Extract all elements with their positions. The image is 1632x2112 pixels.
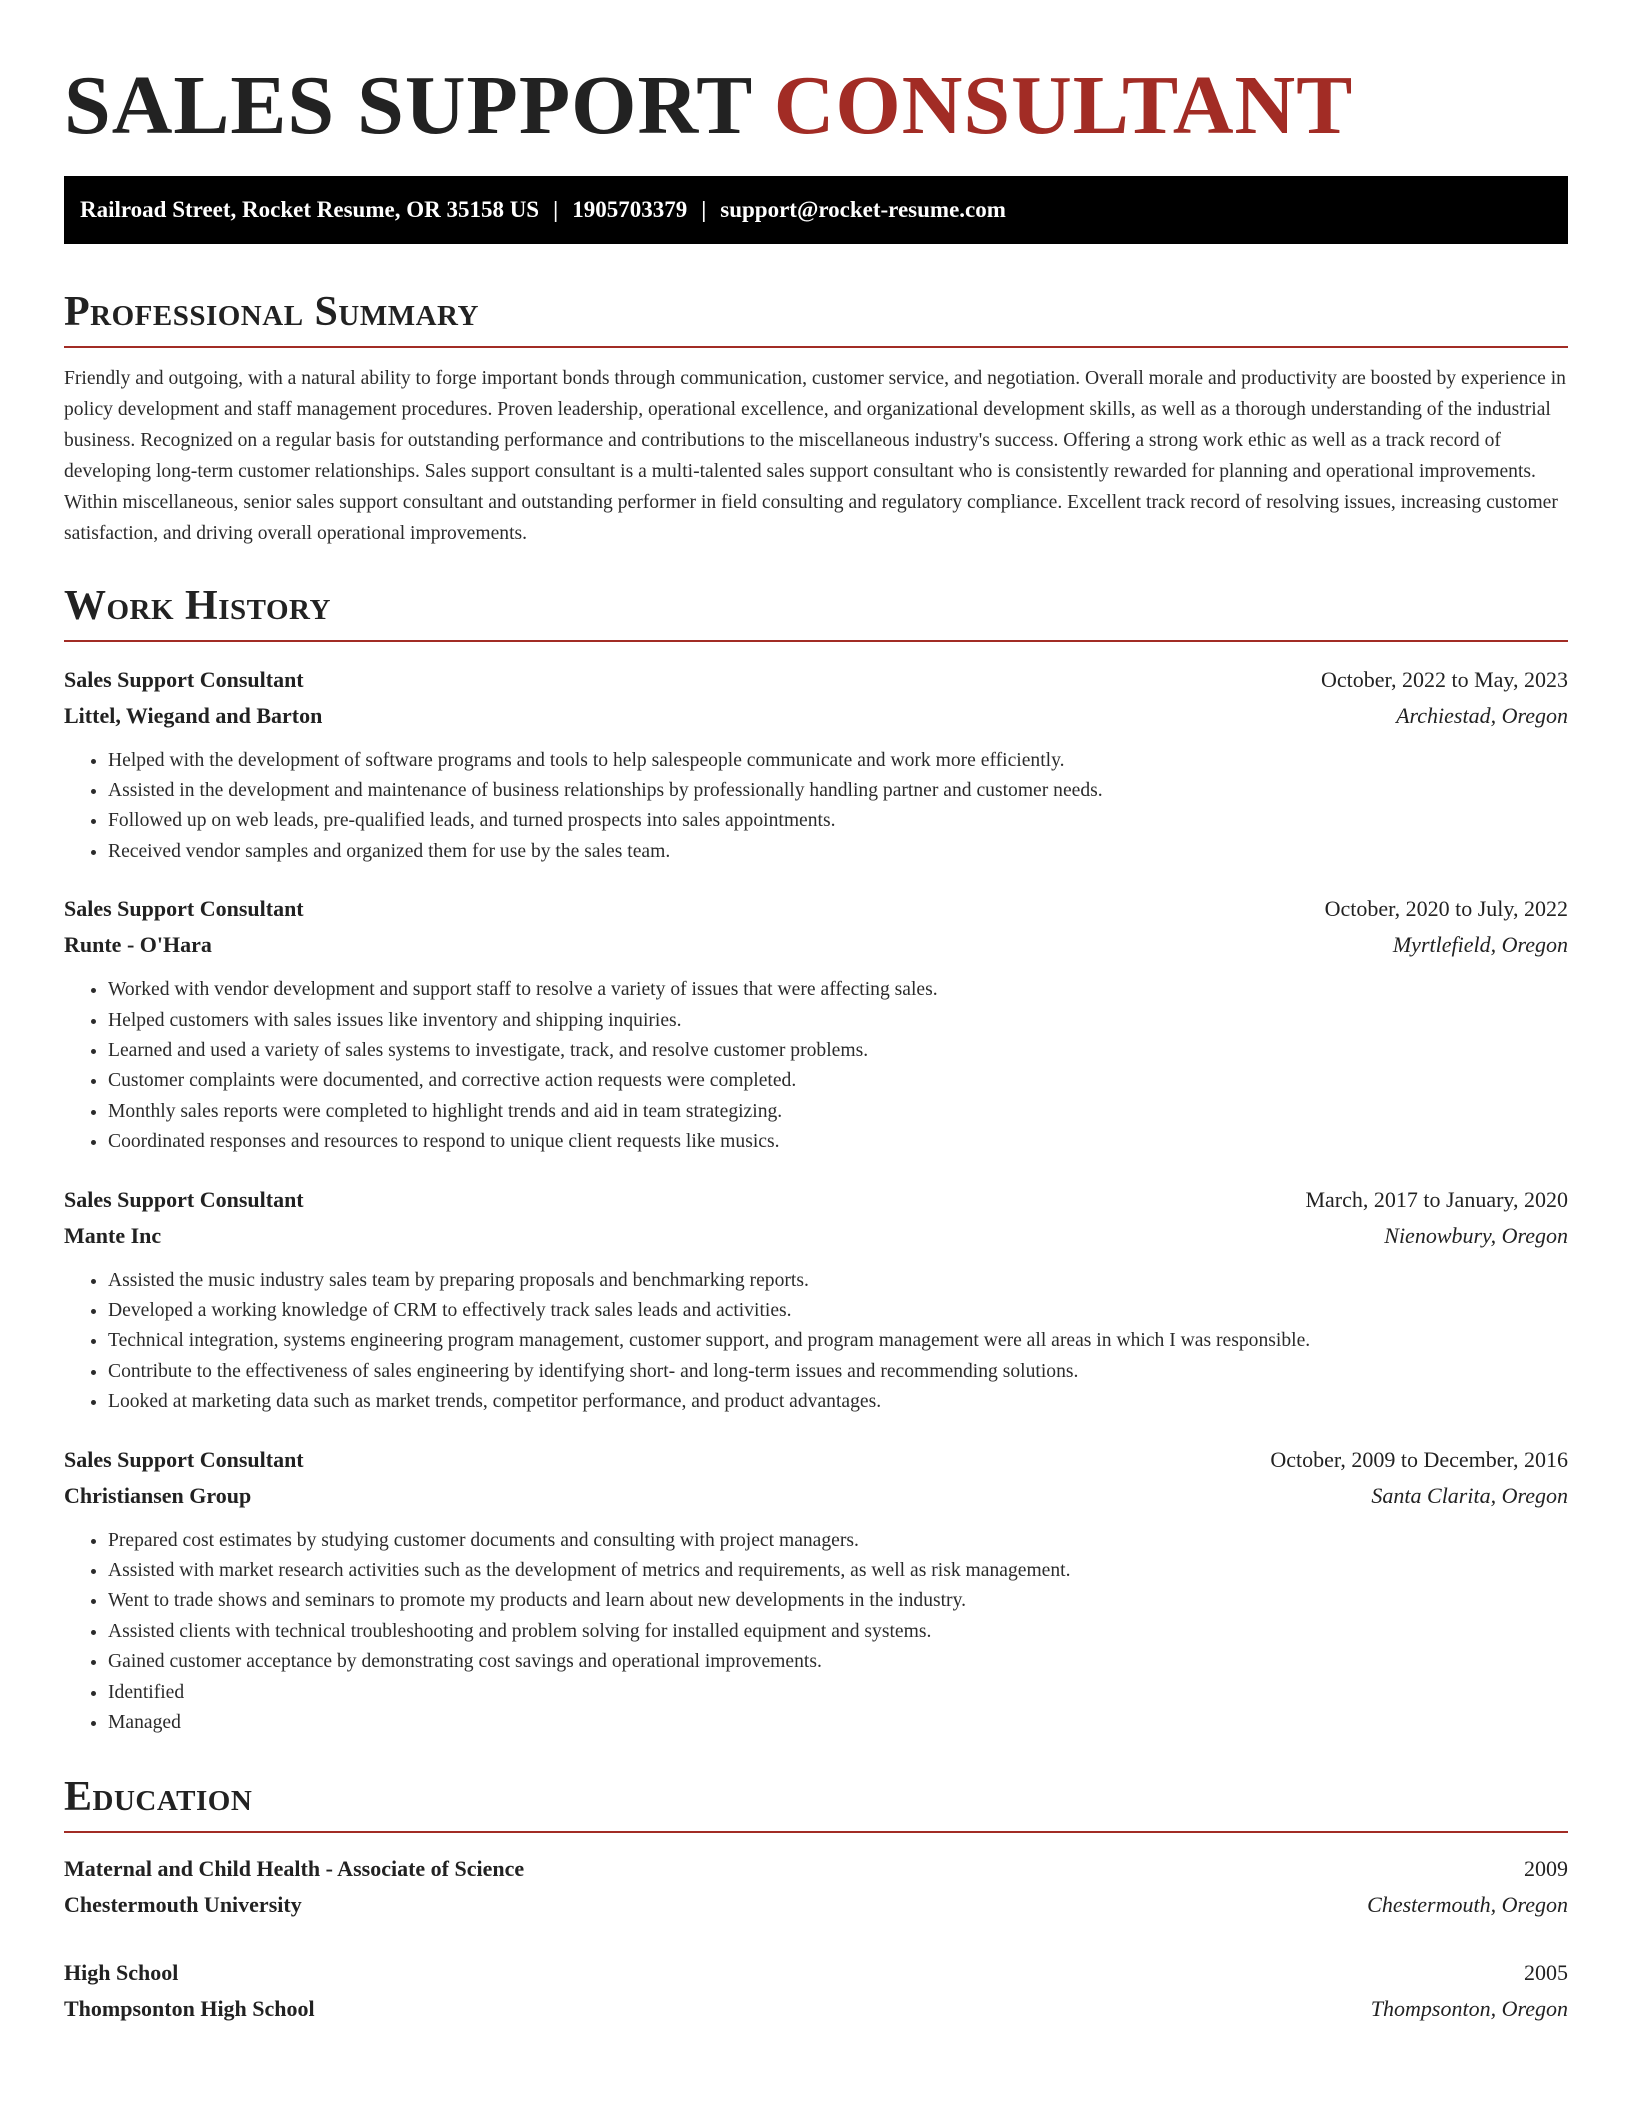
job-dates: October, 2009 to December, 2016 — [1270, 1446, 1568, 1472]
job-duty-item: • Managed — [108, 1708, 1568, 1738]
job-company: Runte - O'Hara — [64, 932, 212, 958]
resume-name — [64, 0, 1568, 156]
job-duties-list — [64, 1266, 1568, 1418]
work-history-heading: Work History — [64, 582, 331, 629]
job-entry — [64, 891, 1568, 1157]
job-company: Mante Inc — [64, 1222, 162, 1248]
job-title: Sales Support Consultant — [64, 896, 304, 922]
section-divider — [64, 640, 1568, 642]
section-divider — [64, 346, 1568, 348]
job-employer-row — [64, 1218, 1568, 1254]
job-duty-item: • Technical integration, systems engineering program management, customer support, and program management were all areas in which I was responsible. — [108, 1326, 1568, 1356]
job-duty-item: • Assisted clients with technical troubleshooting and problem solving for installed equipment and systems. — [108, 1617, 1568, 1647]
job-employer-row — [64, 927, 1568, 963]
contact-phone: 1905703379 — [572, 197, 688, 222]
education-school-row — [64, 1887, 1568, 1923]
job-employer-row — [64, 698, 1568, 734]
education-year: 2009 — [1524, 1855, 1568, 1881]
job-header-row — [64, 1442, 1568, 1478]
education-entry — [64, 1955, 1568, 2027]
education-year: 2005 — [1524, 1959, 1568, 1985]
job-duty-item: • Looked at marketing data such as market trends, competitor performance, and product advantages. — [108, 1387, 1568, 1417]
job-duty-item: • Prepared cost estimates by studying customer documents and consulting with project managers. — [108, 1526, 1568, 1556]
job-duty-item: • Developed a working knowledge of CRM to effectively track sales leads and activities. — [108, 1296, 1568, 1326]
job-duty-item: • Helped with the development of software programs and tools to help salespeople communicate and work more efficiently. — [108, 746, 1568, 776]
professional-summary-heading: Professional Summary — [64, 289, 479, 335]
job-duty-item: • Monthly sales reports were completed to highlight trends and aid in team strategizing. — [108, 1097, 1568, 1127]
job-dates: October, 2020 to July, 2022 — [1324, 896, 1568, 922]
job-entry — [64, 1182, 1568, 1418]
job-duties-list — [64, 1526, 1568, 1739]
job-duties-list — [64, 746, 1568, 868]
education-heading: Education — [64, 1773, 253, 1820]
education-degree: High School — [64, 1959, 179, 1985]
job-duty-item: • Coordinated responses and resources to respond to unique client requests like musics. — [108, 1127, 1568, 1157]
education-entry — [64, 1851, 1568, 1923]
job-title: Sales Support Consultant — [64, 1186, 304, 1212]
education-header-row — [64, 1955, 1568, 1991]
job-header-row — [64, 891, 1568, 927]
job-duty-item: • Identified — [108, 1678, 1568, 1708]
job-duty-item: • Received vendor samples and organized them for use by the sales team. — [108, 837, 1568, 867]
job-location: Myrtlefield, Oregon — [1392, 932, 1568, 958]
job-duty-item: • Contribute to the effectiveness of sales engineering by identifying short- and long-term issues and recommending solutions. — [108, 1357, 1568, 1387]
job-duty-item: • Assisted the music industry sales team by preparing proposals and benchmarking reports. — [108, 1266, 1568, 1296]
contact-bar — [64, 176, 1568, 244]
job-dates: March, 2017 to January, 2020 — [1305, 1186, 1568, 1212]
job-duty-item: • Learned and used a variety of sales systems to investigate, track, and resolve customer problems. — [108, 1036, 1568, 1066]
name-first-part: SALES SUPPORT — [64, 59, 752, 152]
job-duty-item: • Went to trade shows and seminars to promote my products and learn about new developments in the industry. — [108, 1586, 1568, 1616]
name-last-part: CONSULTANT — [773, 59, 1354, 152]
job-duties-list — [64, 975, 1568, 1157]
job-header-row — [64, 1182, 1568, 1218]
job-company: Christiansen Group — [64, 1482, 252, 1508]
education-school: Thompsonton High School — [64, 1995, 315, 2021]
job-location: Santa Clarita, Oregon — [1371, 1482, 1568, 1508]
job-header-row — [64, 662, 1568, 698]
professional-summary-text: Friendly and outgoing, with a natural ability to forge important bonds through communication, customer service, and negotiation. Overall morale and productivity are boosted by experience in policy development and staff management procedures. Proven leadership, operational excellence, and organizational development skills, as well as a thorough understanding of the industrial business. Recognized on a regular basis for outstanding performance and contributions to the miscellaneous industry's success. Offering a strong work ethic as well as a track record of developing long-term customer relationships. Sales support consultant is a multi-talented sales support consultant who is consistently rewarded for planning and operational improvements. Within miscellaneous, senior sales support consultant and outstanding performer in field consulting and regulatory compliance. Excellent track record of resolving issues, increasing customer satisfaction, and driving overall operational improvements. — [64, 368, 1566, 545]
job-duty-item: • Customer complaints were documented, and corrective action requests were completed. — [108, 1066, 1568, 1096]
job-duty-item: • Helped customers with sales issues like inventory and shipping inquiries. — [108, 1006, 1568, 1036]
contact-separator: | — [553, 197, 559, 222]
job-company: Littel, Wiegand and Barton — [64, 702, 323, 728]
job-duty-item: • Followed up on web leads, pre-qualified leads, and turned prospects into sales appointments. — [108, 806, 1568, 836]
education-section — [64, 1771, 1568, 2027]
job-title: Sales Support Consultant — [64, 666, 304, 692]
contact-address: Railroad Street, Rocket Resume, OR 35158 US — [80, 197, 540, 222]
job-duty-item: • Assisted with market research activities such as the development of metrics and requirements, as well as risk management. — [108, 1556, 1568, 1586]
professional-summary-section — [64, 286, 1568, 550]
job-dates: October, 2022 to May, 2023 — [1321, 666, 1568, 692]
work-history-section — [64, 580, 1568, 1739]
job-location: Archiestad, Oregon — [1396, 702, 1568, 728]
job-location: Nienowbury, Oregon — [1384, 1222, 1568, 1248]
job-employer-row — [64, 1478, 1568, 1514]
contact-separator: | — [701, 197, 707, 222]
education-school-row — [64, 1991, 1568, 2027]
education-school: Chestermouth University — [64, 1891, 302, 1917]
education-header-row — [64, 1851, 1568, 1887]
contact-email[interactable]: support@rocket-resume.com — [720, 197, 1006, 222]
education-location: Chestermouth, Oregon — [1367, 1891, 1568, 1917]
job-duty-item: • Gained customer acceptance by demonstrating cost savings and operational improvements. — [108, 1647, 1568, 1677]
education-location: Thompsonton, Oregon — [1370, 1995, 1568, 2021]
job-entry — [64, 662, 1568, 868]
job-title: Sales Support Consultant — [64, 1446, 304, 1472]
job-duty-item: • Assisted in the development and maintenance of business relationships by professionally handling partner and customer needs. — [108, 776, 1568, 806]
job-entry — [64, 1442, 1568, 1739]
section-divider — [64, 1831, 1568, 1833]
education-degree: Maternal and Child Health - Associate of Science — [64, 1855, 525, 1881]
job-duty-item: • Worked with vendor development and support staff to resolve a variety of issues that were affecting sales. — [108, 975, 1568, 1005]
